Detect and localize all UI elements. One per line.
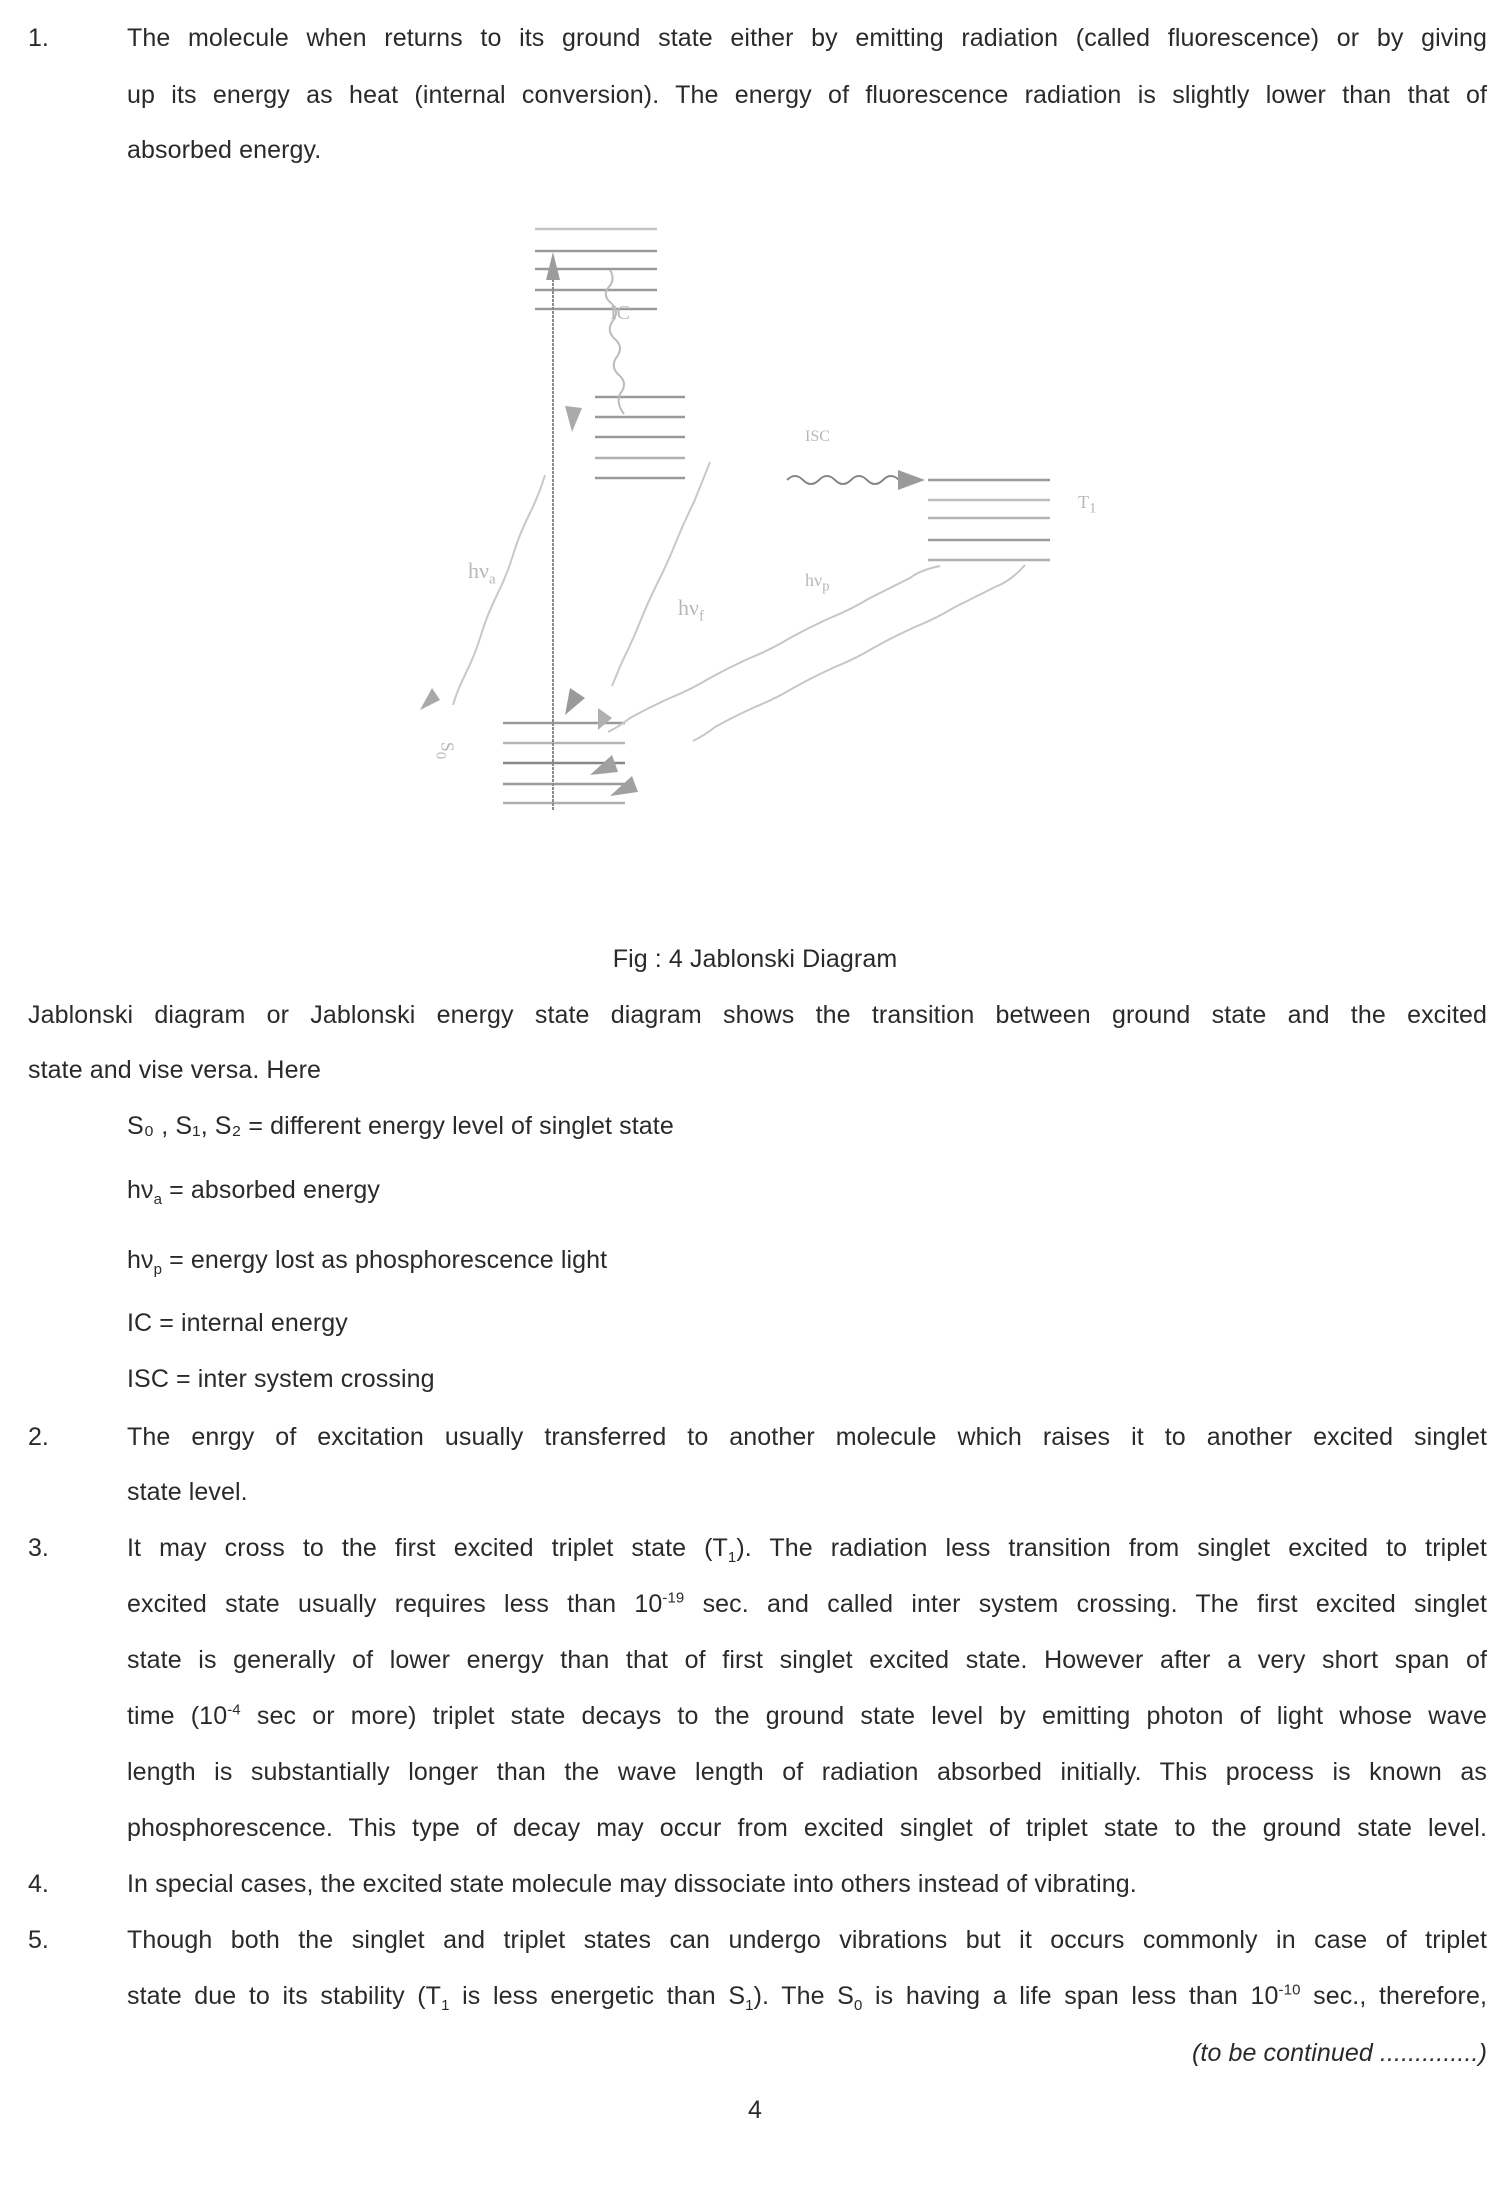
hvf-label (678, 595, 704, 625)
hvf-label-main: hν (678, 595, 699, 620)
definition-hvp (127, 1245, 608, 1278)
definition-text: = absorbed energy (162, 1176, 380, 1204)
superscript: -4 (227, 1701, 241, 1719)
text-run: is having a life span less than 10 (862, 1982, 1279, 2010)
figure-caption: Fig : 4 Jablonski Diagram (612, 945, 898, 973)
definition-text: = different energy level of singlet state (241, 1112, 674, 1140)
item3-line-5: length is substantially longer than the wave length of radiation absorbed initially. This process is known as (127, 1758, 1487, 1786)
item4-line-1: In special cases, the excited state molecule may dissociate into others instead of vibrating. (127, 1870, 1137, 1898)
definition-hva (127, 1175, 380, 1208)
text-run: sec or more) triplet state decays to the ground state level by emitting photon of light whose wave (240, 1702, 1487, 1730)
definition-term-sub: a (153, 1191, 163, 1208)
definition-ic (127, 1308, 348, 1338)
item3-line-1 (127, 1533, 1487, 1566)
item3-line-2 (127, 1589, 1487, 1619)
item2-line-2: state level. (127, 1478, 248, 1506)
subscript: 1 (441, 1997, 450, 2014)
text-run: ). The radiation less transition from singlet excited to triplet (736, 1534, 1487, 1562)
item5-line-2 (127, 1981, 1487, 2014)
text-run: is less energetic than S (449, 1982, 746, 2010)
item3-line-4 (127, 1701, 1487, 1731)
text-run: state due to its stability (T (127, 1982, 442, 2010)
intro-line-2: state and vise versa. Here (28, 1056, 322, 1084)
definition-text: = energy lost as phosphorescence light (162, 1246, 608, 1274)
list-number: 1. (28, 24, 49, 52)
subscript: 1 (727, 1549, 737, 1566)
item1-line-3: absorbed energy. (127, 136, 322, 164)
text-run: sec. and called inter system crossing. The first excited singlet (684, 1590, 1487, 1618)
text-run: ). The S (753, 1982, 854, 2010)
item3-line-3: state is generally of lower energy than that of first singlet excited state. However after a very short span of (127, 1646, 1487, 1674)
item1-line-2: up its energy as heat (internal conversion). The energy of fluorescence radiation is slightly lower than that of (127, 81, 1487, 109)
to-be-continued-note: (to be continued ..............) (1191, 2039, 1487, 2067)
hvp-label (805, 570, 830, 595)
list-number: 3. (28, 1534, 49, 1562)
t1-label-sub: 1 (1089, 500, 1097, 517)
hva-label-sub: a (488, 571, 496, 588)
t1-label (1078, 492, 1097, 517)
definition-isc (127, 1364, 435, 1394)
intro-line-1: Jablonski diagram or Jablonski energy state diagram shows the transition between ground state and the excited (28, 1001, 1487, 1029)
hvp-label-main: hν (805, 570, 823, 590)
item3-line-6: phosphorescence. This type of decay may occur from excited singlet of triplet state to the ground state level. (127, 1814, 1487, 1842)
list-number: 4. (28, 1870, 49, 1898)
subscript: 1 (745, 1997, 754, 2014)
s0-label-sub: 0 (432, 751, 449, 760)
s0-label-main: S (437, 741, 458, 752)
item2-line-1: The enrgy of excitation usually transferred to another molecule which raises it to another excited singlet (127, 1423, 1487, 1451)
ic-label: IC (610, 302, 630, 324)
definition-text: = inter system crossing (168, 1365, 435, 1393)
item5-line-1: Though both the singlet and triplet states can undergo vibrations but it occurs commonly in case of triplet (127, 1926, 1487, 1954)
list-number: 2. (28, 1423, 49, 1451)
definition-term: hν (127, 1176, 154, 1204)
isc-label: ISC (805, 428, 830, 445)
hva-label-main: hν (468, 558, 489, 583)
jablonski-diagram (420, 210, 1120, 830)
superscript: -10 (1278, 1981, 1301, 1999)
jablonski-diagram-graphic (420, 210, 1120, 830)
superscript: -19 (662, 1589, 685, 1607)
text-run: excited state usually requires less than 10 (127, 1590, 663, 1618)
item1-line-1: The molecule when returns to its ground state either by emitting radiation (called fluorescence) or by giving (127, 24, 1487, 52)
text-run: sec., therefore, (1300, 1982, 1487, 2010)
definition-term: S₀ , S₁, S₂ (127, 1112, 242, 1140)
text-run: time (10 (127, 1702, 228, 1730)
definition-term: hν (127, 1246, 154, 1274)
definition-singlet-states (127, 1111, 674, 1141)
hva-label (468, 558, 496, 588)
s0-label (432, 741, 458, 760)
text-run: It may cross to the first excited triplet state (T (127, 1534, 728, 1562)
definition-term-sub: p (153, 1261, 163, 1278)
subscript: 0 (853, 1997, 863, 2014)
list-number: 5. (28, 1926, 49, 1954)
definition-term: IC (127, 1309, 153, 1337)
hvf-label-sub: f (698, 608, 704, 625)
definition-text: = internal energy (152, 1309, 348, 1337)
definition-term: ISC (127, 1365, 169, 1393)
hvp-label-sub: p (822, 578, 830, 595)
page-number: 4 (747, 2096, 762, 2124)
t1-label-main: T (1078, 492, 1089, 512)
